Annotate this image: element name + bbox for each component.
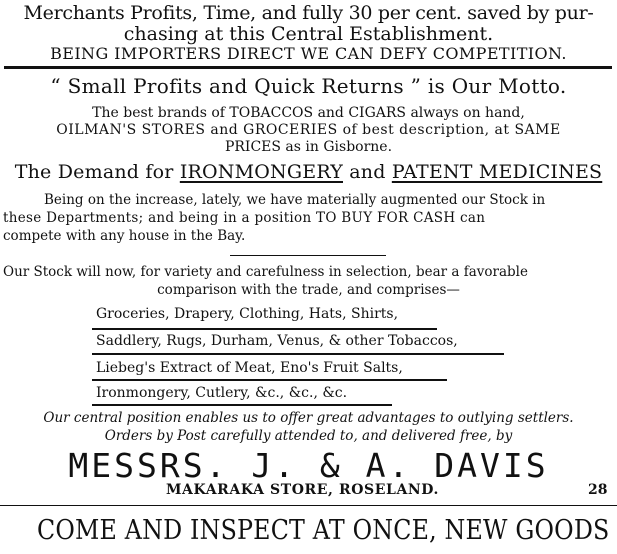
headline-line-1: Merchants Profits, Time, and fully 30 per cent. saved by pur- xyxy=(23,2,594,24)
ironmongery-term: IRONMONGERY xyxy=(179,161,343,183)
increase-line-1: Being on the increase, lately, we have materially augmented our Stock in xyxy=(44,192,546,208)
increase-line-3: compete with any house in the Bay. xyxy=(3,228,246,244)
footer-banner: COME AND INSPECT AT ONCE, NEW GOODS xyxy=(37,515,610,546)
demand-and: and xyxy=(349,161,386,183)
item-ironmongery xyxy=(96,386,616,400)
demand-prefix: The Demand for xyxy=(14,161,174,183)
central-line-1: Our central position enables us to offer great advantages to outlying settlers. xyxy=(43,410,574,426)
central-line-2: Orders by Post carefully attended to, and delivered free, by xyxy=(104,428,513,444)
stock-line-2: comparison with the trade, and comprises— xyxy=(157,282,460,298)
section-divider xyxy=(230,255,386,256)
brands-line-3: PRICES as in Gisborne. xyxy=(224,139,393,155)
item-groceries-text: Groceries, Drapery, Clothing, Hats, Shirts, xyxy=(96,306,399,322)
motto: “ Small Profits and Quick Returns ” is Our Motto. xyxy=(50,74,567,98)
item-ironmongery-text: Ironmongery, Cutlery, &c., &c., &c. xyxy=(96,385,348,401)
item-ironmongery-rule xyxy=(92,404,392,406)
demand-heading xyxy=(0,163,617,182)
brands-line-2: OILMAN'S STORES and GROCERIES of best description, at SAME xyxy=(56,122,561,138)
item-liebeg-text: Liebeg's Extract of Meat, Eno's Fruit Salts, xyxy=(96,360,403,376)
item-groceries xyxy=(96,307,616,321)
increase-line-2: these Departments; and being in a position TO BUY FOR CASH can xyxy=(3,210,486,226)
headline-line-2: chasing at this Central Establishment. xyxy=(123,23,494,45)
item-saddlery xyxy=(96,334,616,348)
item-saddlery-text: Saddlery, Rugs, Durham, Venus, & other Tobaccos, xyxy=(96,333,458,349)
importers-banner: BEING IMPORTERS DIRECT WE CAN DEFY COMPETITION. xyxy=(50,44,567,63)
patent-medicines-term: PATENT MEDICINES xyxy=(391,161,603,183)
item-groceries-rule xyxy=(92,328,437,330)
stock-line-1: Our Stock will now, for variety and carefulness in selection, bear a favorable xyxy=(3,264,528,280)
item-saddlery-rule xyxy=(92,353,504,355)
banner-rule xyxy=(4,66,612,69)
ad-number: 28 xyxy=(588,482,608,498)
store-name: MAKARAKA STORE, ROSELAND. xyxy=(165,482,440,498)
item-liebeg xyxy=(96,361,616,375)
firm-name: MESSRS. J. & A. DAVIS xyxy=(68,446,549,485)
item-liebeg-rule xyxy=(92,379,447,381)
footer-rule xyxy=(0,505,617,506)
brands-line-1: The best brands of TOBACCOS and CIGARS always on hand, xyxy=(92,105,525,121)
